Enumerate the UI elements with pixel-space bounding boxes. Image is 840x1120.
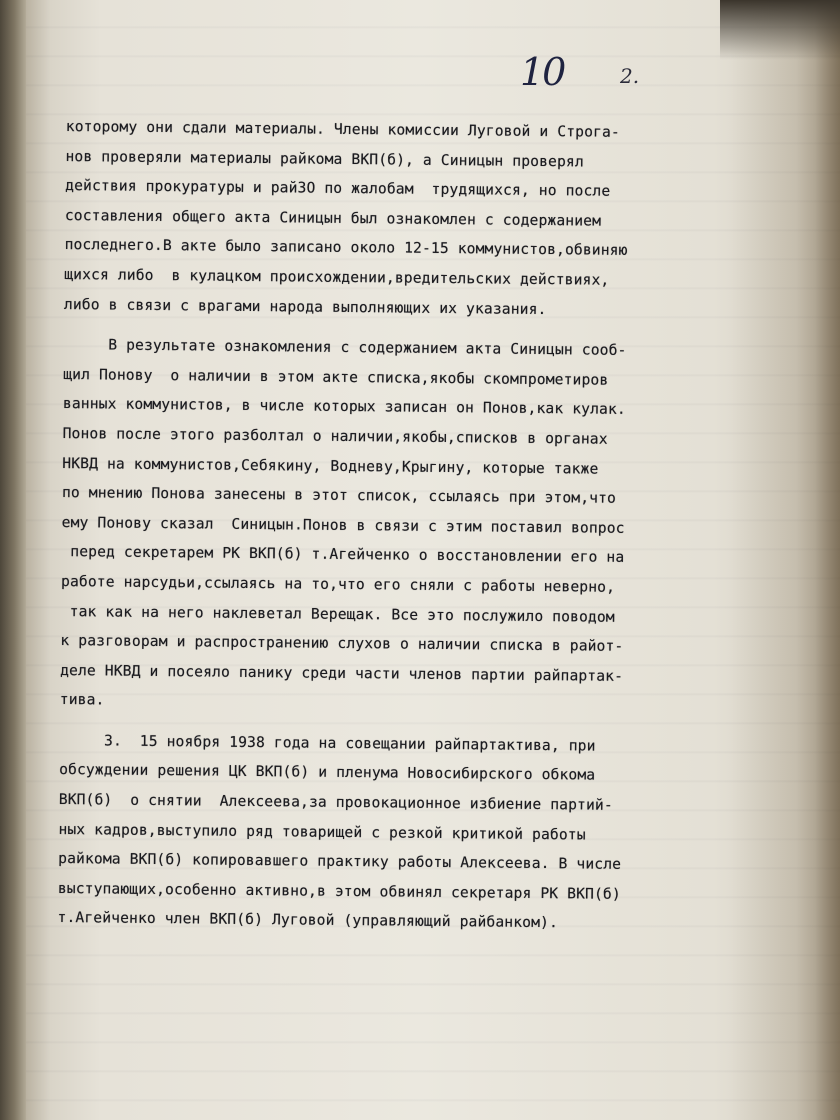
text-line: щил Понову о наличии в этом акте списка,якобы скомпрометиров [63,365,609,389]
typewritten-text [57,112,766,940]
text-line: которому они сдали материалы. Члены комиссии Луговой и Строга- [65,117,620,141]
text-line: В результате ознакомления с содержанием акта Синицын сооб- [63,336,627,360]
paragraph [60,330,764,722]
text-line: нов проверяли материалы райкома ВКП(б), а Синицын проверял [65,147,584,171]
handwritten-page-number: 10 [520,50,565,94]
text-line: последнего.В акте было записано около 12-15 коммунистов,обвиняю [64,236,628,260]
page-corner-shadow [720,0,840,60]
text-line: ВКП(б) о снятии Алексеева,за провокационное избиение партий- [58,791,613,814]
text-line: т.Агейченко член ВКП(б) Луговой (управляющий райбанком). [57,909,559,932]
text-line: ему Понову сказал Синицын.Понов в связи с этим поставил вопрос [61,513,625,537]
text-line: НКВД на коммунистов,Себякину, Водневу,Крыгину, которые также [62,454,599,478]
text-line: ванных коммунистов, в числе которых записан он Понов,как кулак. [62,395,626,419]
text-line: деле НКВД и посеяло панику среди части членов партии райпартак- [60,661,624,685]
text-line: щихся либо в кулацком происхождении,вредительских действиях, [64,265,610,289]
text-line: выступающих,особенно активно,в этом обвинял секретаря РК ВКП(б) [57,879,621,903]
text-line: перед секретарем РК ВКП(б) т.Агейченко о восстановлении его на [61,543,625,567]
text-line: тива. [59,691,105,709]
typed-page-mark: 2. [620,64,640,88]
text-line: ных кадров,выступило ряд товарищей с резкой критикой работы [58,820,586,844]
paragraph [57,726,759,940]
book-binding [0,0,26,1120]
text-line: обсуждении решения ЦК ВКП(б) и пленума Новосибирского обкома [59,761,596,785]
text-line: работе нарсудьи,ссылаясь на то,что его сняли с работы неверно, [60,572,616,596]
text-line: либо в связи с врагами народа выполняющих их указания. [63,295,547,318]
text-line: к разговорам и распространению слухов о наличии списка в райот- [60,632,624,655]
paragraph [64,112,766,326]
text-line: по мнению Понова занесены в этот список, ссылаясь при этом,что [61,484,617,507]
text-line: 3. 15 ноября 1938 года на совещании райпартактива, при [59,731,596,755]
text-line: райкома ВКП(б) копировавшего практику работы Алексеева. В числе [58,850,622,874]
text-line: Понов после этого разболтал о наличии,якобы,списков в органах [62,424,608,448]
text-line: так как на него наклеветал Верещак. Все это послужило поводом [60,602,615,626]
text-line: составления общего акта Синицын был ознакомлен с содержанием [64,206,602,230]
text-line: действия прокуратуры и райЗО по жалобам трудящихся, но после [65,177,611,200]
